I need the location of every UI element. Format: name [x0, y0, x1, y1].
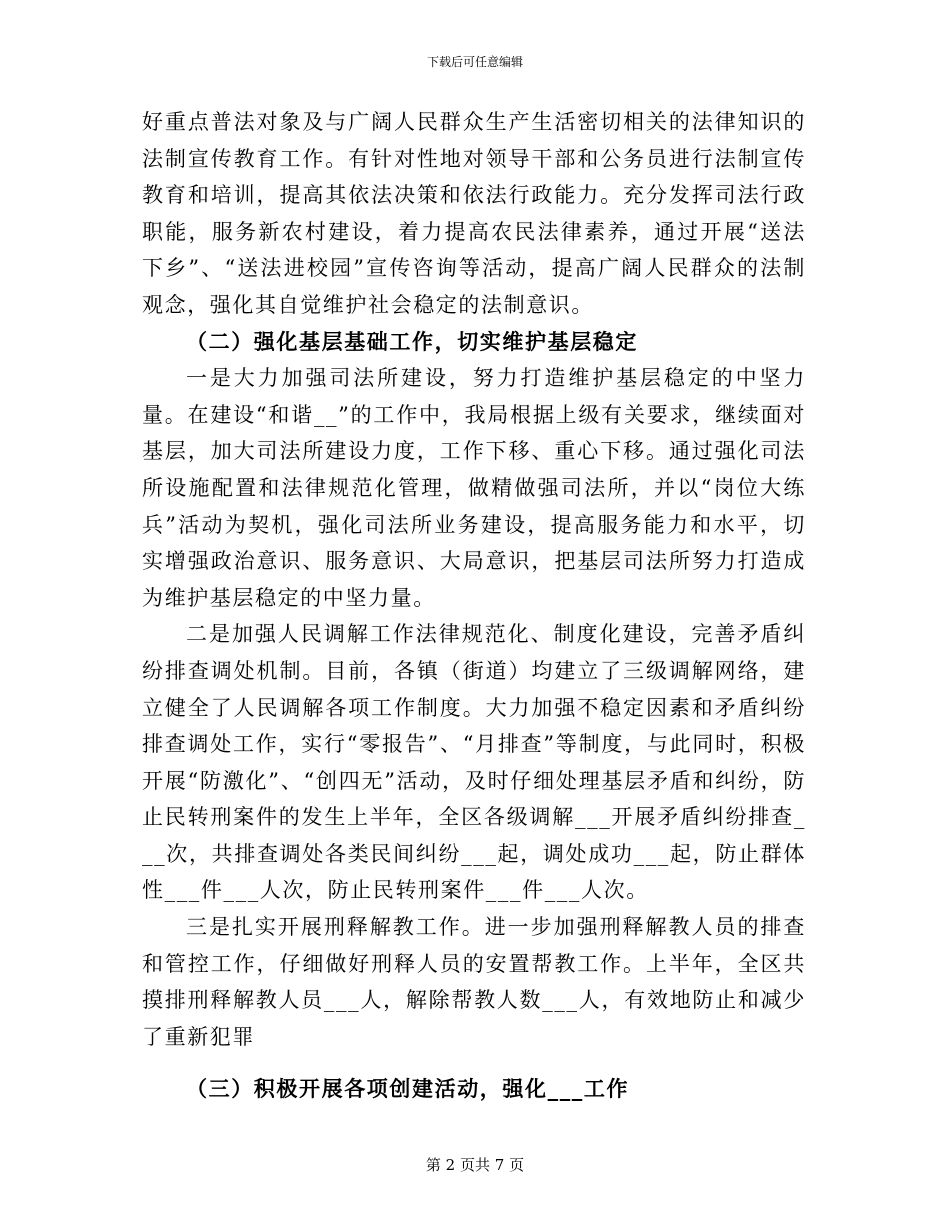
paragraph-rehabilitation: 三是扎实开展刑释解教工作。进一步加强刑释解教人员的排查和管控工作，仔细做好刑释人员的安置帮教工作。上半年，全区共摸排刑释解教人员___人，解除帮教人数___人，有效地防止和减少了重新犯罪 [142, 915, 806, 1049]
paragraph-mediation: 二是加强人民调解工作法律规范化、制度化建设，完善矛盾纠纷排查调处机制。目前，各镇（街道）均建立了三级调解网络，建立健全了人民调解各项工作制度。大力加强不稳定因素和矛盾纠纷排查调处工作，实行“零报告”、“月排查”等制度，与此同时，积极开展“防激化”、“创四无”活动，及时仔细处理基层矛盾和纠纷，防止民转刑案件的发生上半年，全区各级调解___开展矛盾纠纷排查___次，共排查调处各类民间纠纷___起，调处成功___起，防止群体性___件___人次，防止民转刑案件___件___人次。 [142, 622, 806, 903]
section-heading-3: （三）积极开展各项创建活动，强化___工作 [186, 1076, 630, 1102]
paragraph-judicial-office: 一是大力加强司法所建设，努力打造维护基层稳定的中坚力量。在建设“和谐__”的工作中，我局根据上级有关要求，继续面对基层，加大司法所建设力度，工作下移、重心下移。通过强化司法所设施配置和法律规范化管理，做精做强司法所，并以“岗位大练兵”活动为契机，强化司法所业务建设，提高服务能力和水平，切实增强政治意识、服务意识、大局意识，把基层司法所努力打造成为维护基层稳定的中坚力量。 [142, 366, 806, 610]
section-heading-2: （二）强化基层基础工作，切实维护基层稳定 [186, 328, 638, 354]
document-body [142, 104, 806, 1108]
paragraph-legal-education: 好重点普法对象及与广阔人民群众生产生活密切相关的法律知识的法制宣传教育工作。有针对性地对领导干部和公务员进行法制宣传教育和培训，提高其依法决策和依法行政能力。充分发挥司法行政职能，服务新农村建设，着力提高农民法律素养，通过开展“送法下乡”、“送法进校园”宣传咨询等活动，提高广阔人民群众的法制观念，强化其自觉维护社会稳定的法制意识。 [142, 110, 806, 317]
page-footer: 第 2 页共 7 页 [425, 1156, 525, 1174]
page-header: 下载后可任意编辑 [426, 55, 523, 69]
